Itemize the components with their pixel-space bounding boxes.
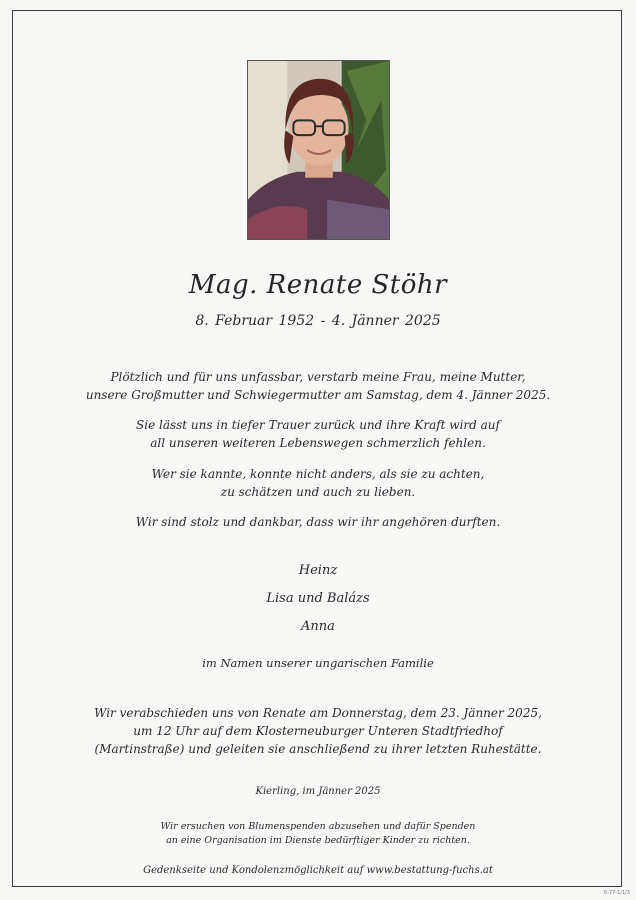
text-line: Wir sind stolz und dankbar, dass wir ihr angehören durften. bbox=[135, 515, 501, 529]
life-dates: 8. Februar 1952 - 4. Jänner 2025 bbox=[195, 313, 441, 329]
funeral-details bbox=[0, 704, 636, 758]
mourner-name: Anna bbox=[301, 619, 335, 634]
text-line: um 12 Uhr auf dem Klosterneuburger Unteren Stadtfriedhof bbox=[133, 724, 503, 738]
announcement-paragraph bbox=[0, 368, 636, 404]
text-line: Wir verabschieden uns von Renate am Donnerstag, dem 23. Jänner 2025, bbox=[94, 706, 542, 720]
grief-paragraph bbox=[0, 416, 636, 452]
text-line: (Martinstraße) und geleiten sie anschließend zu ihrer letzten Ruhestätte. bbox=[94, 742, 542, 756]
portrait-photo bbox=[247, 60, 390, 240]
mourner-name: Lisa und Balázs bbox=[266, 591, 370, 606]
text-line: Wer sie kannte, konnte nicht anders, als sie zu achten, bbox=[151, 467, 485, 481]
text-line: Plötzlich und für uns unfassbar, verstarb meine Frau, meine Mutter, bbox=[110, 370, 526, 384]
text-line: all unseren weiteren Lebenswegen schmerzlich fehlen. bbox=[150, 436, 486, 450]
gratitude-paragraph bbox=[0, 513, 636, 531]
text-line: Sie lässt uns in tiefer Trauer zurück und ihre Kraft wird auf bbox=[136, 418, 500, 432]
text-line: zu schätzen und auch zu lieben. bbox=[220, 485, 416, 499]
website-line: Gedenkseite und Kondolenzmöglichkeit auf www.bestattung-fuchs.at bbox=[143, 865, 493, 876]
respect-paragraph bbox=[0, 465, 636, 501]
text-line: an eine Organisation im Dienste bedürftiger Kinder zu richten. bbox=[166, 835, 470, 846]
text-line: Wir ersuchen von Blumenspenden abzusehen und dafür Spenden bbox=[160, 821, 476, 832]
text-line: unsere Großmutter und Schwiegermutter am Samstag, dem 4. Jänner 2025. bbox=[85, 388, 551, 402]
deceased-name: Mag. Renate Stöhr bbox=[188, 270, 448, 300]
family-line: im Namen unserer ungarischen Familie bbox=[202, 656, 434, 670]
print-code: 6-77-1/1/3 bbox=[603, 890, 630, 896]
place-date: Kierling, im Jänner 2025 bbox=[255, 786, 381, 797]
donation-request bbox=[0, 820, 636, 848]
mourner-name: Heinz bbox=[298, 563, 338, 578]
